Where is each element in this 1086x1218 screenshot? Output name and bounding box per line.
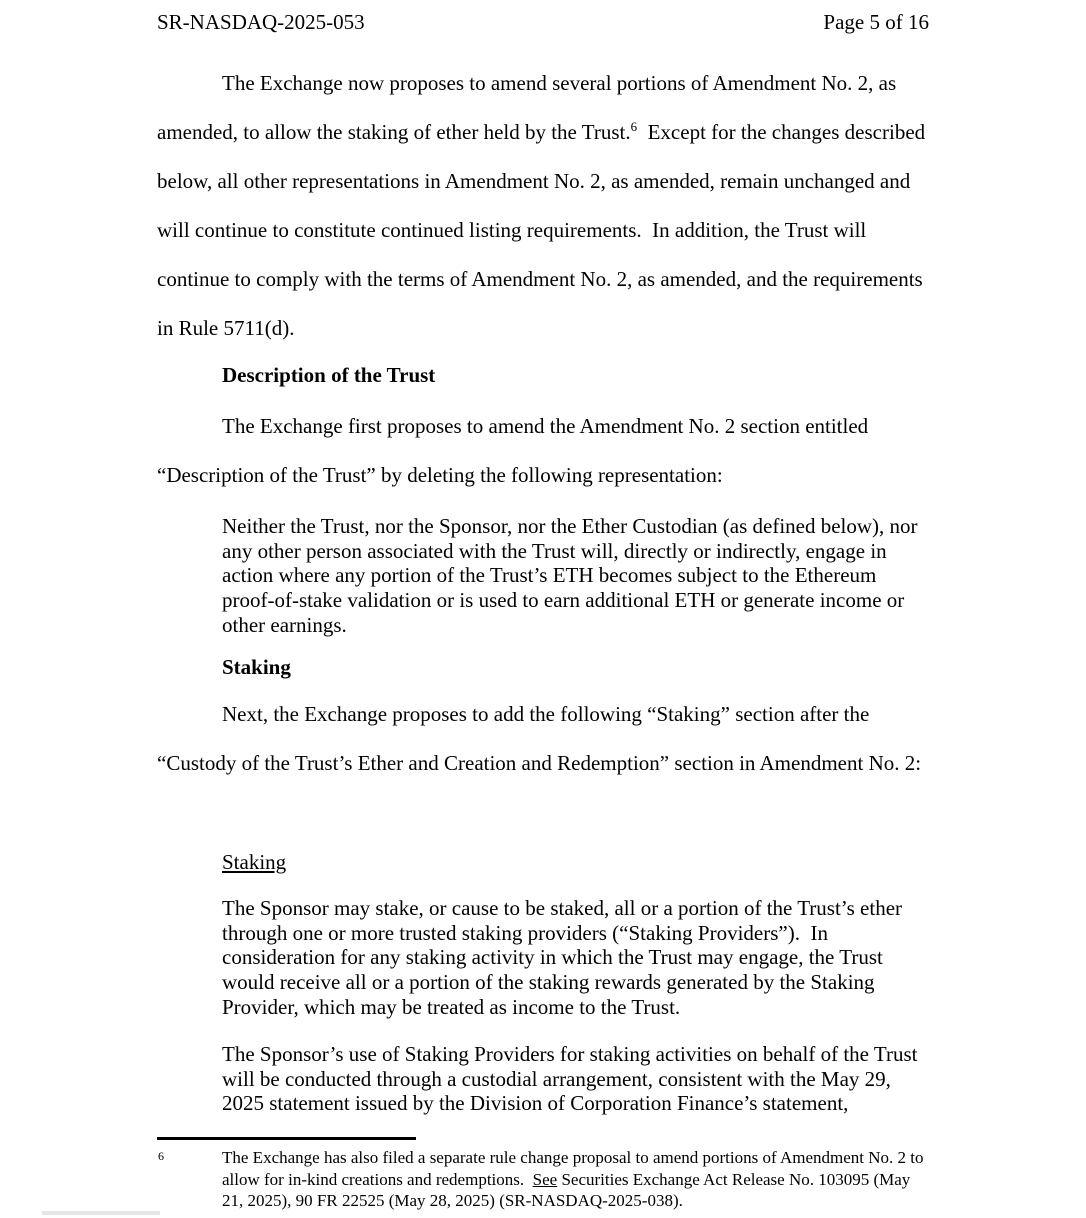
footnote-marker: 6 xyxy=(158,1149,164,1163)
footnote-ref-6: 6 xyxy=(630,119,638,134)
section-heading-staking: Staking xyxy=(222,655,291,679)
footnote-text-after-see: Securities Exchange Act Release No. 103095 (May 21, 2025), 90 FR 22525 (May 28, 2025) (SR-NASDAQ-2025-038). xyxy=(222,1169,915,1211)
page-header xyxy=(157,8,929,36)
paragraph-intro-continuation: Except for the changes described below, all other representations in Amendment No. 2, as amended, remain unchanged and will continue to constitute continued listing requirements. In addition, the Trust will continue to comply with the terms of Amendment No. 2, as amended, and the requirements in Rule 5711(d). xyxy=(157,120,931,340)
blockquote-deleted-representation: Neither the Trust, nor the Sponsor, nor the Ether Custodian (as defined below), nor any other person associated with the Trust will, directly or indirectly, engage in action where any portion of the Trust’s ETH becomes subject to the Ethereum proof-of-stake validation or is used to earn additional ETH or generate income or other earnings. xyxy=(222,514,923,637)
paragraph-intro-text: The Exchange now proposes to amend several portions of Amendment No. 2, as amended, to allow the staking of ether held by the Trust. xyxy=(157,71,902,144)
blockquote-staking-custodial: The Sponsor’s use of Staking Providers for staking activities on behalf of the Trust will be conducted through a custodial arrangement, consistent with the May 29, 2025 statement issued by the Division of Corporation Finance’s statement, xyxy=(222,1042,923,1116)
section-heading-description-of-the-trust: Description of the Trust xyxy=(222,363,436,387)
footnote-separator xyxy=(157,1137,416,1140)
subheading-staking-underlined: Staking xyxy=(222,850,287,874)
blockquote-staking-provisions: The Sponsor may stake, or cause to be staked, all or a portion of the Trust’s ether through one or more trusted staking providers (“Staking Providers”). In consideration for any staking activity in which the Trust may engage, the Trust would receive all or a portion of the staking rewards generated by the Staking Provider, which may be treated as income to the Trust. xyxy=(222,896,908,1019)
bottom-edge-artifact xyxy=(42,1211,160,1215)
page-number: Page 5 of 16 xyxy=(823,10,929,34)
footnote-6 xyxy=(157,1147,935,1212)
paragraph-description-intro: The Exchange first proposes to amend the Amendment No. 2 section entitled “Description of the Trust” by deleting the following representation: xyxy=(157,414,874,487)
footnote-text xyxy=(157,1147,935,1212)
paragraph-staking-intro: Next, the Exchange proposes to add the following “Staking” section after the “Custody of the Trust’s Ether and Creation and Redemption” section in Amendment No. 2: xyxy=(157,702,922,775)
paragraph-intro xyxy=(157,59,932,353)
see-reference: See xyxy=(532,1169,558,1189)
document-id: SR-NASDAQ-2025-053 xyxy=(157,10,365,34)
footnote-text-before-see: The Exchange has also filed a separate rule change proposal to amend portions of Amendment No. 2 to allow for in-kind creations and redemptions. xyxy=(222,1148,928,1189)
